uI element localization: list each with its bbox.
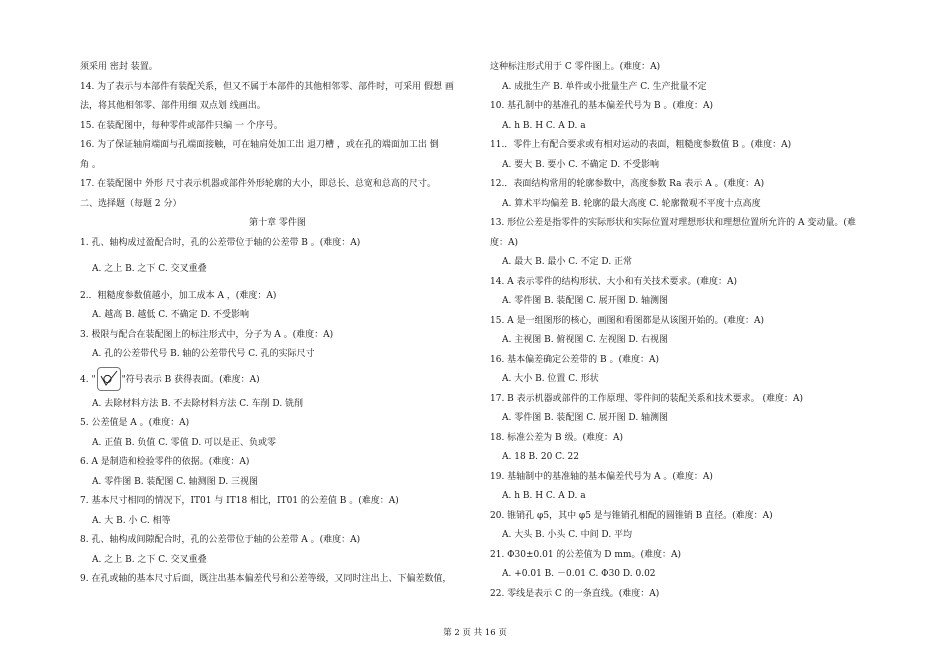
question-17: 17. 在装配图中 外形 尺寸表示机器或部件外形轮廓的大小，即总长、总宽和总高的尺寸。 <box>80 179 436 189</box>
surface-roughness-symbol-icon <box>97 367 121 391</box>
answer-options: A. 算术平均偏差 B. 轮廓的最大高度 C. 轮廓微观不平度十点高度 <box>502 198 761 209</box>
answer-options: A. 成批生产 B. 单件或小批量生产 C. 生产批量不定 <box>502 81 707 92</box>
text-line: 角 。 <box>80 159 101 170</box>
question-13: 13. 形位公差是指零件的实际形状和实际位置对理想形状和理想位置所允许的 A 变动量。(难 <box>490 218 856 228</box>
answer-options: A. 大头 B. 小头 C. 中间 D. 平均 <box>502 530 633 540</box>
answer-options: A. 零件图 B. 装配图 C. 展开图 D. 轴测图 <box>502 413 669 423</box>
question-1: 1. 孔、轴构成过盈配合时，孔的公差带位于轴的公差带 B 。(难度：A) <box>80 237 361 248</box>
answer-options: A. h B. H C. A D. a <box>502 120 586 131</box>
answer-options: A. 之上 B. 之下 C. 交叉重叠 <box>92 554 207 565</box>
question-15: 15. A 是一组图形的核心，画图和看图都是从该图开始的。(难度：A) <box>490 315 765 326</box>
question-17: 17. B 表示机器或部件的工作原理、零件间的装配关系和技术要求。 (难度：A) <box>490 393 804 404</box>
answer-options: A. 18 B. 20 C. 22 <box>502 452 579 462</box>
right-column <box>490 58 885 604</box>
question-16: 16. 基本偏差确定公差带的 B 。(难度：A) <box>490 354 660 365</box>
question-2: 2.．粗糙度参数值越小，加工成本 A ，(难度：A) <box>80 290 277 301</box>
text-line: 这种标注形式用于 C 零件图上。(难度：A) <box>490 62 661 72</box>
answer-options: A. 零件图 B. 装配图 C. 轴测图 D. 三视图 <box>92 476 259 487</box>
answer-options: A. 最大 B. 最小 C. 不定 D. 正常 <box>502 257 633 267</box>
question-6: 6. A 是制造和检验零件的依据。(难度：A) <box>80 457 250 467</box>
question-10: 10. 基孔制中的基准孔的基本偏差代号为 B 。(难度：A) <box>490 101 714 111</box>
question-4 <box>80 365 475 395</box>
answer-options: A. 孔的公差带代号 B. 轴的公差带代号 C. 孔的实际尺寸 <box>92 349 315 359</box>
text-line: 法，将其他相邻零、部件用细 双点划 线画出。 <box>80 101 266 111</box>
answer-options: A. 主视图 B. 俯视图 C. 左视图 D. 右视图 <box>502 335 669 345</box>
question-9: 9. 在孔或轴的基本尺寸后面，既注出基本偏差代号和公差等级，又同时注出上、下偏差数值， <box>80 574 452 584</box>
page-number-footer: 第 2 页 共 16 页 <box>443 628 507 638</box>
question-21: 21. Φ30±0.01 的公差值为 D mm。(难度：A) <box>490 549 681 560</box>
question-3: 3. 极限与配合在装配图上的标注形式中，分子为 A 。(难度：A) <box>80 329 334 340</box>
answer-options: A. 要大 B. 要小 C. 不确定 D. 不受影响 <box>502 159 660 170</box>
answer-options: A. 大 B. 小 C. 相等 <box>92 515 171 526</box>
question-7: 7. 基本尺寸相同的情况下，IT01 与 IT18 相比，IT01 的公差值 B 。(难度：A) <box>80 496 399 506</box>
question-15: 15. 在装配图中，每种零件或部件只编 一 个序号。 <box>80 120 283 131</box>
question-12: 12.．表面结构常用的轮廓参数中，高度参数 Ra 表示 A 。(难度：A) <box>490 179 765 189</box>
question-18: 18. 标准公差为 B 级。(难度：A) <box>490 432 624 443</box>
text-line: 度：A) <box>490 237 519 248</box>
answer-options: A. 零件图 B. 装配图 C. 展开图 D. 轴测图 <box>502 296 669 306</box>
answer-options: A. 大小 B. 位置 C. 形状 <box>502 374 599 384</box>
left-column <box>80 58 475 590</box>
question-8: 8. 孔、轴构成间隙配合时，孔的公差带位于轴的公差带 A 。(难度：A) <box>80 535 361 545</box>
answer-options: A. 越高 B. 越低 C. 不确定 D. 不受影响 <box>92 310 250 320</box>
question-4-number: 4. " <box>80 374 96 385</box>
question-11: 11.．零件上有配合要求或有相对运动的表面，粗糙度参数值 B 。(难度：A) <box>490 140 792 150</box>
question-5: 5. 公差值是 A 。(难度：A) <box>80 418 190 428</box>
answer-options: A. 正值 B. 负值 C. 零值 D. 可以是正、负或零 <box>92 437 277 448</box>
section-heading: 二、选择题（每题 2 分） <box>80 198 182 209</box>
question-16: 16. 为了保证轴肩端面与孔端面接触，可在轴肩处加工出 退刀槽 ，或在孔的端面加工出 倒 <box>80 140 439 150</box>
answer-options: A. h B. H C. A D. a <box>502 491 586 501</box>
question-14: 14. 为了表示与本部件有装配关系，但又不属于本部件的其他相邻零、部件时，可采用 假想 画 <box>80 81 454 92</box>
answer-options: A. +0.01 B. －0.01 C. Φ30 D. 0.02 <box>502 569 656 579</box>
question-19: 19. 基轴制中的基准轴的基本偏差代号为 A 。(难度：A) <box>490 471 713 482</box>
question-20: 20. 锥销孔 φ5，其中 φ5 是与锥销孔相配的圆锥销 B 直径。(难度：A) <box>490 510 773 521</box>
question-22: 22. 零线是表示 C 的一条直线。(难度：A) <box>490 588 660 599</box>
text-line: 须采用 密封 装置。 <box>80 62 158 72</box>
answer-options: A. 之上 B. 之下 C. 交叉重叠 <box>92 264 207 274</box>
answer-options: A. 去除材料方法 B. 不去除材料方法 C. 车削 D. 铣削 <box>92 398 304 409</box>
question-4-text: "符号表示 B 获得表面。(难度：A) <box>121 374 260 385</box>
chapter-title: 第十章 零件图 <box>249 218 306 228</box>
question-14: 14. A 表示零件的结构形状、大小和有关技术要求。(难度：A) <box>490 276 738 287</box>
